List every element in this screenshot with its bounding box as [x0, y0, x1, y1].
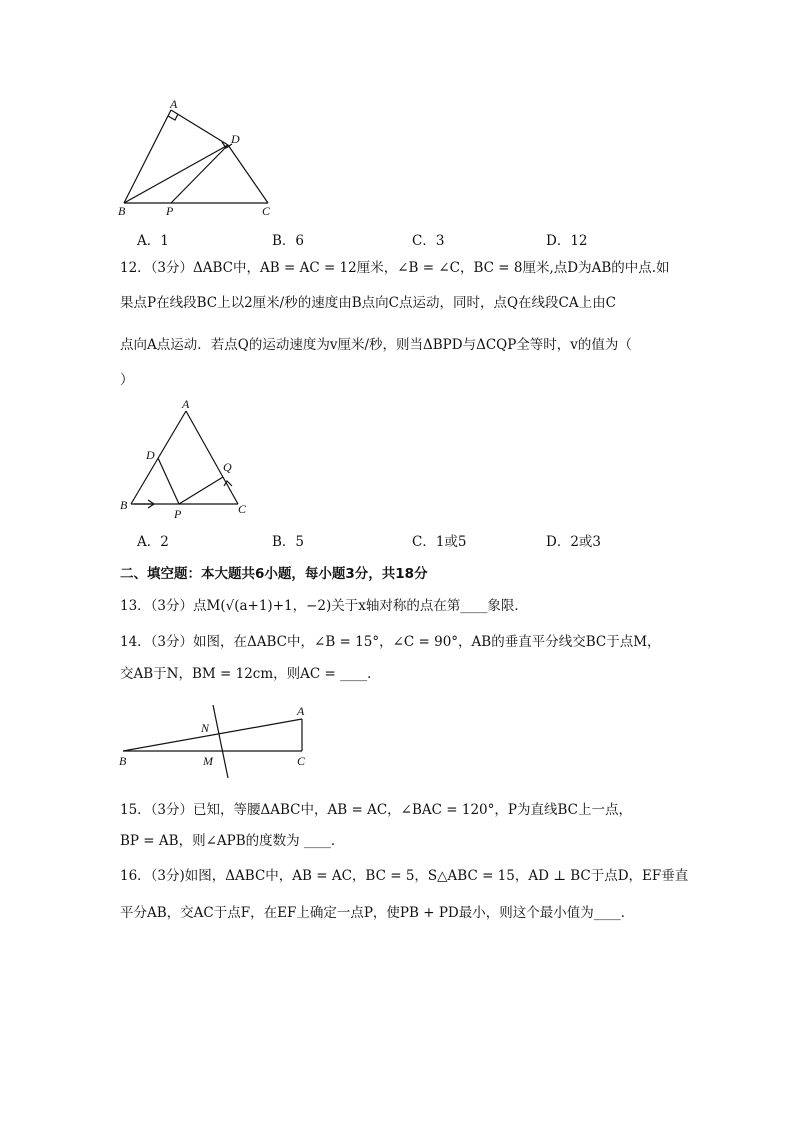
fig11-label-b: B	[118, 204, 126, 218]
q15-line-2: BP = AB，则∠APB的度数为 ____．	[120, 833, 345, 849]
fig11-label-a: A	[170, 97, 178, 111]
q12-option-c: C．1或5	[412, 534, 467, 550]
fig12-label-q: Q	[223, 460, 232, 474]
q11-option-b: B．6	[272, 233, 305, 249]
q12-option-b: B．5	[272, 534, 305, 550]
q12-option-a: A．2	[137, 534, 169, 550]
fig11-label-c: C	[262, 204, 271, 218]
fig14-label-b: B	[119, 754, 127, 768]
fig14-label-m: M	[203, 754, 213, 768]
q12-line-4: ）	[120, 372, 134, 388]
figure-q12	[110, 393, 270, 523]
q11-option-a: A．1	[137, 233, 169, 249]
fig14-label-n: N	[201, 721, 210, 735]
fig11-label-d: D	[231, 132, 240, 146]
q15-line-1: 15．（3分）已知，等腰ΔABC中，AB = AC，∠BAC = 120°，P为直线BC上一点，	[120, 802, 632, 818]
fig12-label-c: C	[238, 502, 247, 516]
fig12-label-b: B	[120, 498, 128, 512]
q16-line-2: 平分AB，交AC于点F，在EF上确定一点P，使PB + PD最小，则这个最小值为____．	[120, 905, 635, 921]
fig14-label-a: A	[297, 704, 305, 718]
q11-option-c: C．3	[412, 233, 445, 249]
q12-line-2: 果点P在线段BC上以2厘米/秒的速度由B点向C点运动，同时，点Q在线段CA上由C	[120, 295, 616, 311]
q16-line-1: 16．（3分)如图，ΔABC中，AB = AC，BC = 5，S△ABC = 15，AD ⊥ BC于点D，EF垂直	[120, 868, 689, 884]
q11-option-d: D．12	[546, 233, 588, 249]
fig12-label-p: P	[174, 507, 182, 521]
fig14-label-c: C	[297, 754, 306, 768]
figure-q14	[112, 700, 322, 785]
q12-line-1: 12．（3分）ΔABC中，AB = AC = 12厘米，∠B = ∠C，BC = 8厘米,点D为AB的中点.如	[120, 260, 670, 276]
q12-line-3: 点向A点运动．若点Q的运动速度为v厘米/秒，则当ΔBPD与ΔCQP全等时，v的值为（	[120, 337, 632, 353]
figure-q11	[110, 95, 300, 220]
q14-line-2: 交AB于N，BM = 12cm，则AC = ____．	[120, 666, 381, 682]
q14-line-1: 14．（3分）如图，在ΔABC中，∠B = 15°，∠C = 90°，AB的垂直平分线交BC于点M，	[120, 634, 661, 650]
section-2-heading: 二、填空题：本大题共6小题，每小题3分，共18分	[120, 566, 428, 582]
fig11-label-p: P	[166, 204, 174, 218]
q13-text: 13．（3分）点M(√(a+1)+1，−2)关于x轴对称的点在第____象限．	[120, 598, 528, 614]
q12-option-d: D．2或3	[546, 534, 602, 550]
fig12-label-d: D	[146, 448, 155, 462]
fig12-label-a: A	[182, 397, 190, 411]
